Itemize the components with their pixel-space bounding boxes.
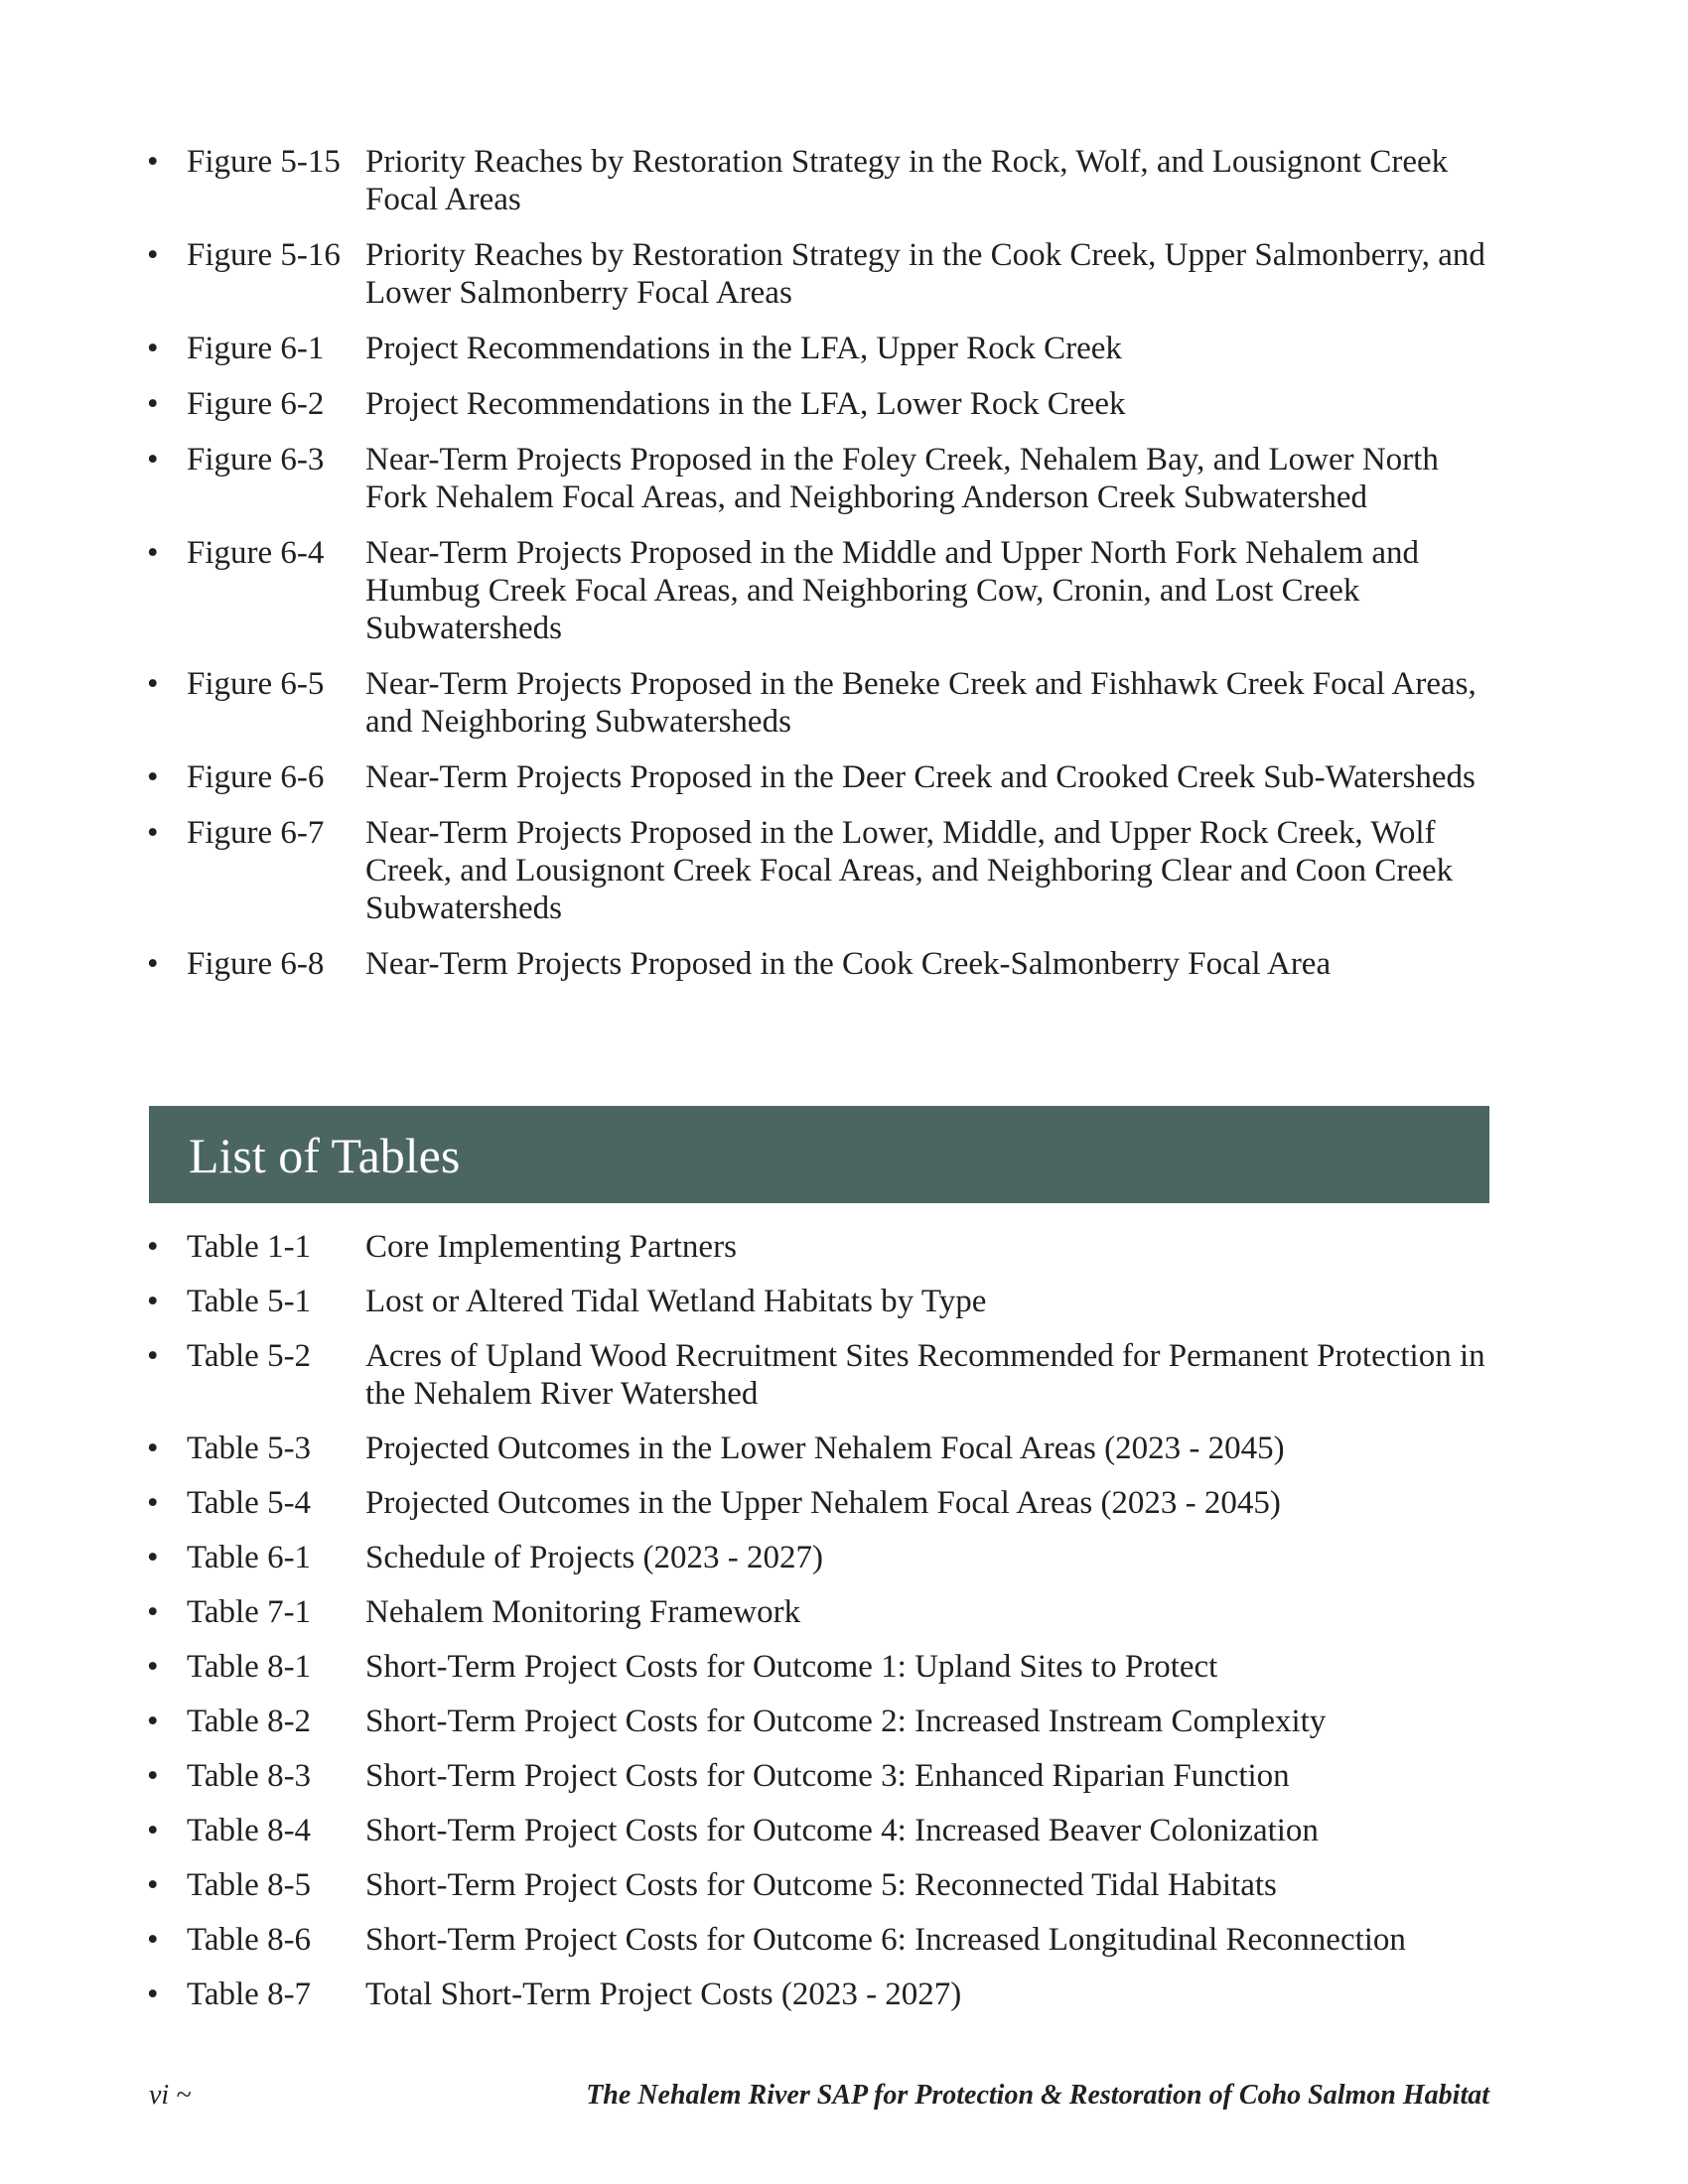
figure-entry <box>147 758 1489 796</box>
figure-number: Figure 6-6 <box>187 759 325 795</box>
table-title: Short-Term Project Costs for Outcome 2: Increased Instream Complexity <box>365 1704 1327 1739</box>
table-title: Core Implementing Partners <box>365 1229 737 1265</box>
table-entry <box>147 1337 1489 1413</box>
bullet-icon: • <box>147 1431 159 1466</box>
table-title: Short-Term Project Costs for Outcome 1: Upland Sites to Protect <box>365 1649 1218 1685</box>
table-entry <box>147 1812 1489 1849</box>
table-number: Table 8-2 <box>187 1704 312 1739</box>
figure-title: Priority Reaches by Restoration Strategy in the Cook Creek, Upper Salmonberry, and Lower Salmonberry Focal Areas <box>365 237 1485 311</box>
table-entry <box>147 1539 1489 1576</box>
bullet-icon: • <box>147 331 159 366</box>
table-title: Projected Outcomes in the Lower Nehalem Focal Areas (2023 - 2045) <box>365 1431 1285 1466</box>
figure-number: Figure 6-4 <box>187 535 325 571</box>
table-title: Acres of Upland Wood Recruitment Sites Recommended for Permanent Protection in the Nehalem River Watershed <box>365 1338 1485 1412</box>
bullet-icon: • <box>147 759 159 795</box>
figure-number: Figure 6-1 <box>187 331 325 366</box>
bullet-icon: • <box>147 815 159 851</box>
bullet-icon: • <box>147 1485 159 1521</box>
figure-number: Figure 6-8 <box>187 946 325 982</box>
bullet-icon: • <box>147 1704 159 1739</box>
table-number: Table 5-4 <box>187 1485 312 1521</box>
figure-title: Near-Term Projects Proposed in the Beneke Creek and Fishhawk Creek Focal Areas, and Neighboring Subwatersheds <box>365 666 1477 740</box>
running-footer-title: The Nehalem River SAP for Protection & Restoration of Coho Salmon Habitat <box>586 2080 1489 2111</box>
bullet-icon: • <box>147 1758 159 1794</box>
table-number: Table 8-4 <box>187 1813 312 1848</box>
figure-entry <box>147 814 1489 927</box>
figure-title: Project Recommendations in the LFA, Lower Rock Creek <box>365 386 1126 422</box>
bullet-icon: • <box>147 666 159 702</box>
table-number: Table 5-3 <box>187 1431 312 1466</box>
table-title: Short-Term Project Costs for Outcome 4: Increased Beaver Colonization <box>365 1813 1319 1848</box>
list-of-tables-heading-band <box>149 1106 1489 1203</box>
table-entry <box>147 1283 1489 1320</box>
bullet-icon: • <box>147 1977 159 2012</box>
bullet-icon: • <box>147 237 159 273</box>
bullet-icon: • <box>147 1229 159 1265</box>
table-title: Nehalem Monitoring Framework <box>365 1594 801 1630</box>
table-number: Table 8-6 <box>187 1922 312 1958</box>
table-number: Table 8-1 <box>187 1649 312 1685</box>
table-number: Table 1-1 <box>187 1229 312 1265</box>
figure-title: Project Recommendations in the LFA, Upper Rock Creek <box>365 331 1122 366</box>
figure-number: Figure 6-2 <box>187 386 325 422</box>
table-number: Table 8-7 <box>187 1977 312 2012</box>
table-title: Short-Term Project Costs for Outcome 3: Enhanced Riparian Function <box>365 1758 1290 1794</box>
table-title: Lost or Altered Tidal Wetland Habitats by Type <box>365 1284 987 1319</box>
figure-entry <box>147 236 1489 312</box>
table-title: Short-Term Project Costs for Outcome 5: Reconnected Tidal Habitats <box>365 1867 1277 1903</box>
list-of-figures-continued <box>147 143 1489 1001</box>
figure-entry <box>147 945 1489 983</box>
page-number: vi ~ <box>149 2080 192 2111</box>
table-number: Table 6-1 <box>187 1540 312 1575</box>
bullet-icon: • <box>147 442 159 478</box>
figure-number: Figure 6-7 <box>187 815 325 851</box>
figure-title: Near-Term Projects Proposed in the Lower, Middle, and Upper Rock Creek, Wolf Creek, and Lousignont Creek Focal Areas, and Neighboring Clear and Coon Creek Subwatersheds <box>365 815 1454 926</box>
table-entry <box>147 1648 1489 1686</box>
bullet-icon: • <box>147 144 159 180</box>
bullet-icon: • <box>147 535 159 571</box>
list-of-tables-heading: List of Tables <box>189 1128 461 1183</box>
table-entry <box>147 1866 1489 1904</box>
figure-title: Priority Reaches by Restoration Strategy in the Rock, Wolf, and Lousignont Creek Focal Areas <box>365 144 1449 217</box>
list-of-tables <box>147 1228 1489 2030</box>
bullet-icon: • <box>147 1540 159 1575</box>
figure-title: Near-Term Projects Proposed in the Foley Creek, Nehalem Bay, and Lower North Fork Nehalem Focal Areas, and Neighboring Anderson Creek Subwatershed <box>365 442 1439 515</box>
table-title: Schedule of Projects (2023 - 2027) <box>365 1540 823 1575</box>
bullet-icon: • <box>147 1813 159 1848</box>
figure-number: Figure 6-3 <box>187 442 325 478</box>
table-entry <box>147 1757 1489 1795</box>
table-entry <box>147 1921 1489 1959</box>
bullet-icon: • <box>147 1649 159 1685</box>
bullet-icon: • <box>147 386 159 422</box>
figure-entry <box>147 330 1489 367</box>
figure-title: Near-Term Projects Proposed in the Middle and Upper North Fork Nehalem and Humbug Creek Focal Areas, and Neighboring Cow, Cronin, and Lost Creek Subwatersheds <box>365 535 1420 646</box>
table-entry <box>147 1228 1489 1266</box>
bullet-icon: • <box>147 1284 159 1319</box>
bullet-icon: • <box>147 1922 159 1958</box>
table-entry <box>147 1593 1489 1631</box>
table-entry <box>147 1976 1489 2013</box>
table-number: Table 5-1 <box>187 1284 312 1319</box>
table-number: Table 8-5 <box>187 1867 312 1903</box>
table-number: Table 5-2 <box>187 1338 312 1374</box>
bullet-icon: • <box>147 1338 159 1374</box>
table-title: Short-Term Project Costs for Outcome 6: Increased Longitudinal Reconnection <box>365 1922 1406 1958</box>
figure-title: Near-Term Projects Proposed in the Deer Creek and Crooked Creek Sub-Watersheds <box>365 759 1476 795</box>
figure-title: Near-Term Projects Proposed in the Cook Creek-Salmonberry Focal Area <box>365 946 1332 982</box>
bullet-icon: • <box>147 1594 159 1630</box>
figure-entry <box>147 143 1489 218</box>
figure-entry <box>147 665 1489 741</box>
table-number: Table 8-3 <box>187 1758 312 1794</box>
table-entry <box>147 1430 1489 1467</box>
table-number: Table 7-1 <box>187 1594 312 1630</box>
table-title: Projected Outcomes in the Upper Nehalem Focal Areas (2023 - 2045) <box>365 1485 1281 1521</box>
figure-entry <box>147 534 1489 647</box>
figure-number: Figure 5-15 <box>187 144 341 180</box>
bullet-icon: • <box>147 946 159 982</box>
table-entry <box>147 1484 1489 1522</box>
table-title: Total Short-Term Project Costs (2023 - 2027) <box>365 1977 962 2012</box>
figure-number: Figure 5-16 <box>187 237 341 273</box>
figure-entry <box>147 441 1489 516</box>
figure-entry <box>147 385 1489 423</box>
figure-number: Figure 6-5 <box>187 666 325 702</box>
bullet-icon: • <box>147 1867 159 1903</box>
table-entry <box>147 1703 1489 1740</box>
